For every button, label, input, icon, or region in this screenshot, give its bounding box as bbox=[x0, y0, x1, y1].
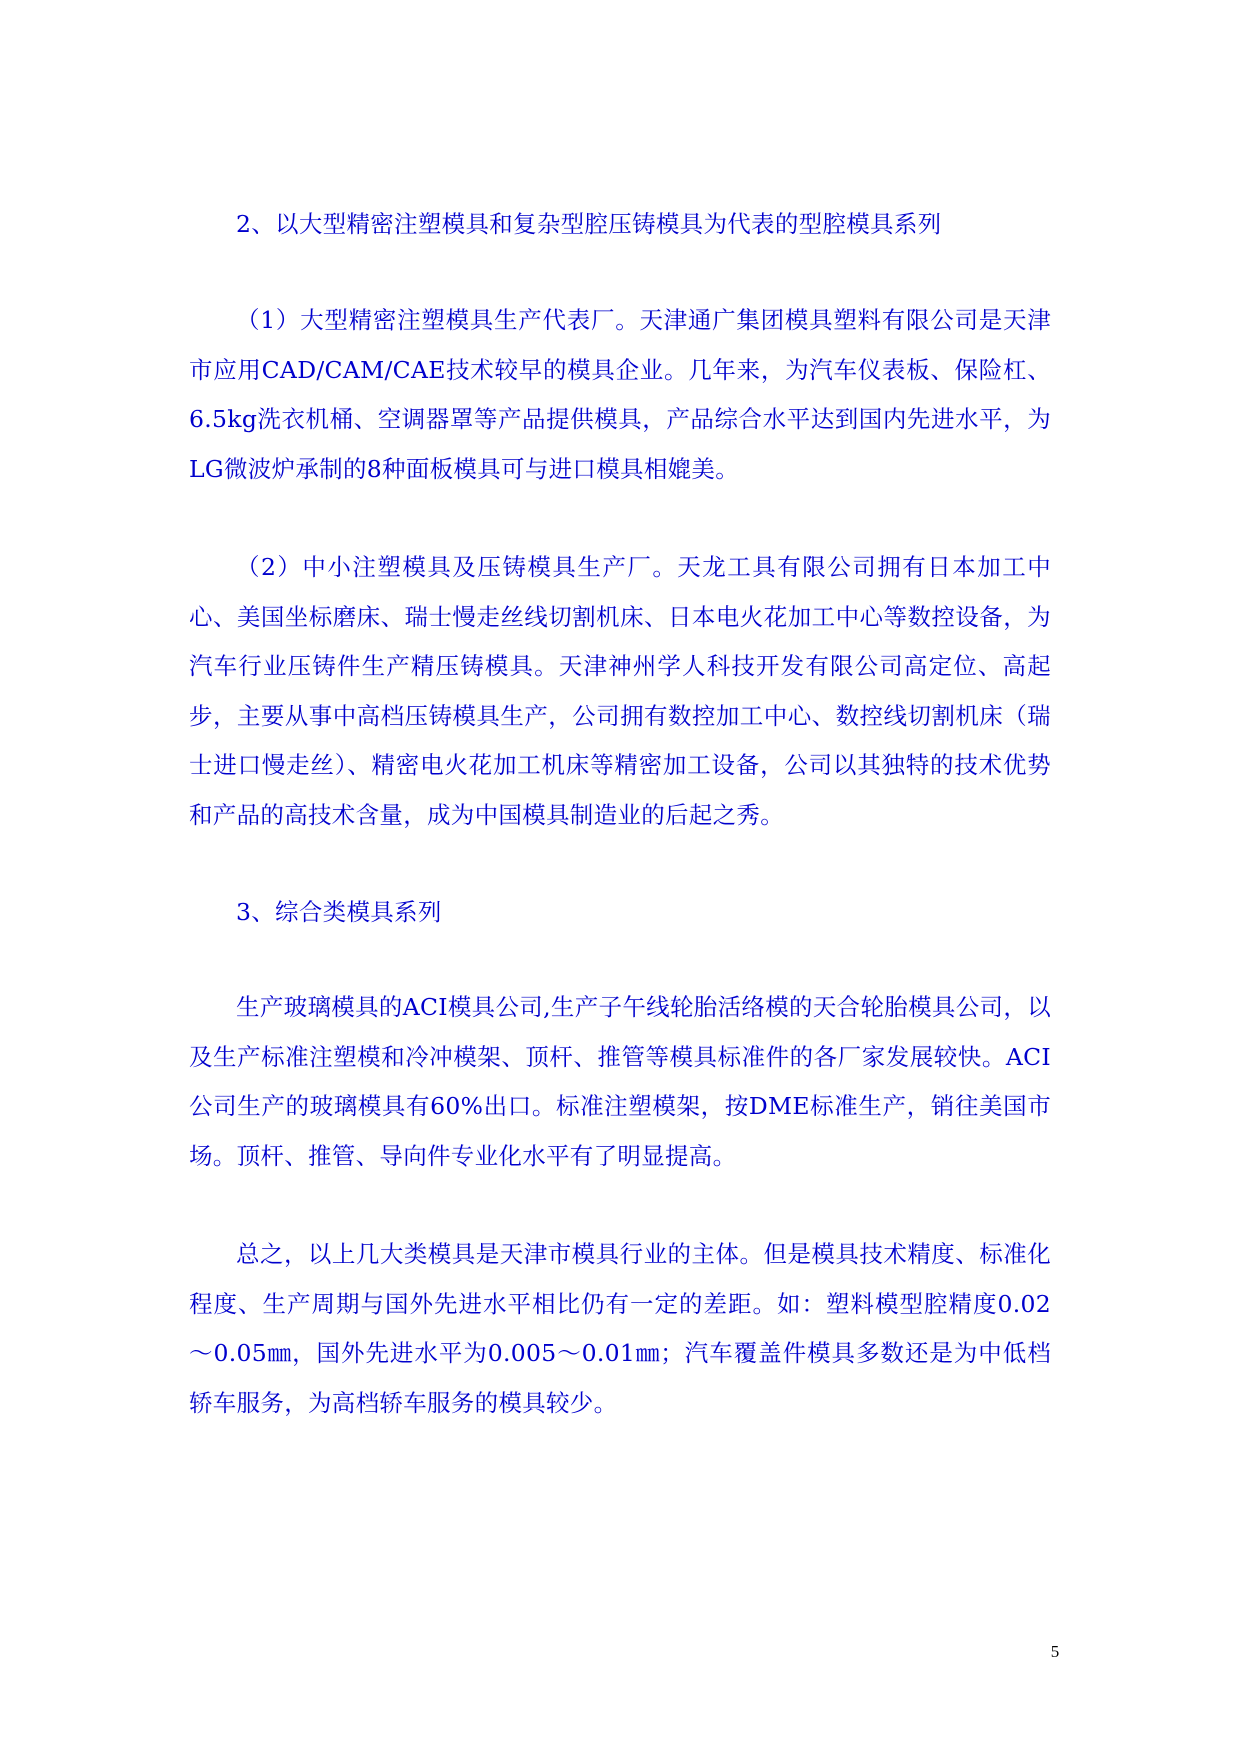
paragraph-comprehensive-molds: 生产玻璃模具的ACI模具公司,生产子午线轮胎活络模的天合轮胎模具公司，以及生产标准注塑模和冷冲模架、顶杆、推管等模具标准件的各厂家发展较快。ACI公司生产的玻璃模具有60%出口。标准注塑模架，按DME标准生产，销往美国市场。顶杆、推管、导向件专业化水平有了明显提高。 bbox=[189, 993, 1051, 1170]
section-heading-3: 3、综合类模具系列 bbox=[236, 898, 442, 926]
section-heading-2: 2、以大型精密注塑模具和复杂型腔压铸模具为代表的型腔模具系列 bbox=[236, 210, 942, 238]
paragraph-summary: 总之，以上几大类模具是天津市模具行业的主体。但是模具技术精度、标准化程度、生产周期与国外先进水平相比仍有一定的差距。如：塑料模型腔精度0.02～0.05㎜，国外先进水平为0.005～0.01㎜；汽车覆盖件模具多数还是为中低档轿车服务，为高档轿车服务的模具较少。 bbox=[189, 1240, 1051, 1417]
page-number: 5 bbox=[1050, 1642, 1060, 1661]
paragraph-small-injection-die-casting-molds: （2）中小注塑模具及压铸模具生产厂。天龙工具有限公司拥有日本加工中心、美国坐标磨床、瑞士慢走丝线切割机床、日本电火花加工中心等数控设备，为汽车行业压铸件生产精压铸模具。天津神州学人科技开发有限公司高定位、高起步，主要从事中高档压铸模具生产，公司拥有数控加工中心、数控线切割机床（瑞士进口慢走丝）、精密电火花加工机床等精密加工设备，公司以其独特的技术优势和产品的高技术含量，成为中国模具制造业的后起之秀。 bbox=[189, 553, 1051, 829]
paragraph-large-precision-injection-molds: （1）大型精密注塑模具生产代表厂。天津通广集团模具塑料有限公司是天津市应用CAD/CAM/CAE技术较早的模具企业。几年来，为汽车仪表板、保险杠、6.5kg洗衣机桶、空调器罩等产品提供模具，产品综合水平达到国内先进水平，为LG微波炉承制的8种面板模具可与进口模具相媲美。 bbox=[189, 306, 1051, 483]
